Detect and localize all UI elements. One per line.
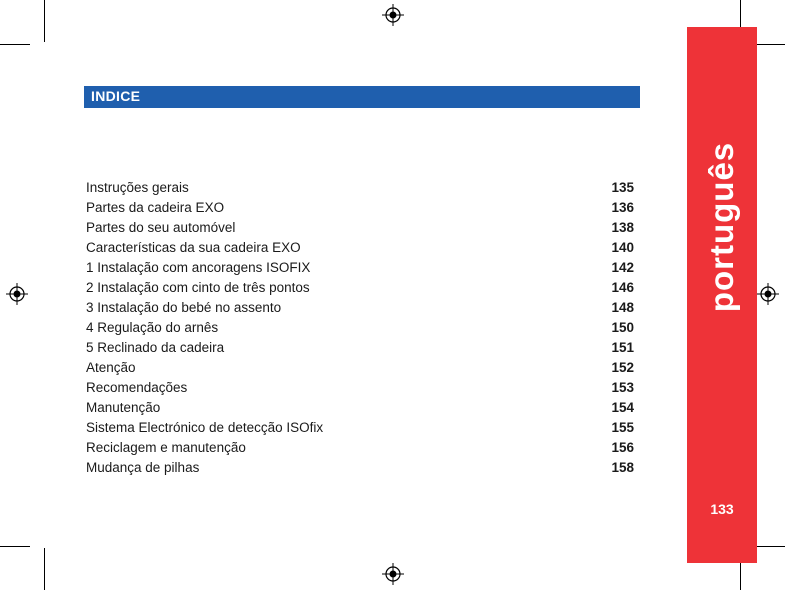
toc-entry-page: 148	[611, 300, 634, 315]
toc-row	[86, 378, 634, 398]
toc-entry-label: Recomendações	[86, 380, 188, 395]
toc-row	[86, 238, 634, 258]
registration-mark-icon	[6, 283, 28, 305]
crop-mark	[755, 44, 785, 45]
registration-mark-icon	[382, 4, 404, 26]
toc-entry-page: 152	[611, 360, 634, 375]
toc-entry-label: Atenção	[86, 360, 136, 375]
toc-row	[86, 178, 634, 198]
toc-entry-page: 146	[611, 280, 634, 295]
toc-row	[86, 278, 634, 298]
toc-entry-label: 3 Instalação do bebé no assento	[86, 300, 282, 315]
language-tab	[687, 27, 757, 563]
index-title: INDICE	[91, 88, 141, 104]
toc-row	[86, 198, 634, 218]
registration-mark-icon	[757, 283, 779, 305]
toc-entry-label: Manutenção	[86, 400, 161, 415]
toc-entry-page: 156	[611, 440, 634, 455]
language-label: português	[703, 141, 740, 313]
toc-entry-page: 135	[611, 180, 634, 195]
crop-mark	[0, 546, 30, 547]
toc-entry-page: 153	[611, 380, 634, 395]
toc-entry-page: 154	[611, 400, 634, 415]
toc-entry-label: Instruções gerais	[86, 180, 189, 195]
toc-row	[86, 458, 634, 478]
toc-entry-page: 151	[611, 340, 634, 355]
toc-row	[86, 358, 634, 378]
toc-entry-page: 142	[611, 260, 634, 275]
toc-entry-page: 138	[611, 220, 634, 235]
page-number: 133	[710, 501, 734, 517]
toc-row	[86, 438, 634, 458]
toc-row	[86, 318, 634, 338]
toc-entry-label: 2 Instalação com cinto de três pontos	[86, 280, 310, 295]
toc-row	[86, 298, 634, 318]
toc-entry-label: Características da sua cadeira EXO	[86, 240, 301, 255]
toc-entry-page: 155	[611, 420, 634, 435]
toc-entry-label: Reciclagem e manutenção	[86, 440, 246, 455]
toc-entry-label: Sistema Electrónico de detecção ISOfix	[86, 420, 324, 435]
toc-row	[86, 398, 634, 418]
toc-entry-page: 158	[611, 460, 634, 475]
toc-entry-label: Mudança de pilhas	[86, 460, 200, 475]
toc-entry-label: 4 Regulação do arnês	[86, 320, 219, 335]
crop-mark	[44, 0, 45, 42]
toc-entry-page: 140	[611, 240, 634, 255]
toc-entry-label: Partes do seu automóvel	[86, 220, 236, 235]
toc-entry-page: 136	[611, 200, 634, 215]
crop-mark	[755, 546, 785, 547]
toc-entry-label: 1 Instalação com ancoragens ISOFIX	[86, 260, 311, 275]
registration-mark-icon	[382, 563, 404, 585]
toc-entry-page: 150	[611, 320, 634, 335]
toc-row	[86, 338, 634, 358]
index-header-bar	[84, 86, 640, 108]
crop-mark	[44, 548, 45, 590]
toc-row	[86, 418, 634, 438]
crop-mark	[0, 44, 30, 45]
toc-entry-label: 5 Reclinado da cadeira	[86, 340, 225, 355]
toc-row	[86, 218, 634, 238]
table-of-contents	[86, 178, 634, 478]
toc-entry-label: Partes da cadeira EXO	[86, 200, 225, 215]
toc-row	[86, 258, 634, 278]
